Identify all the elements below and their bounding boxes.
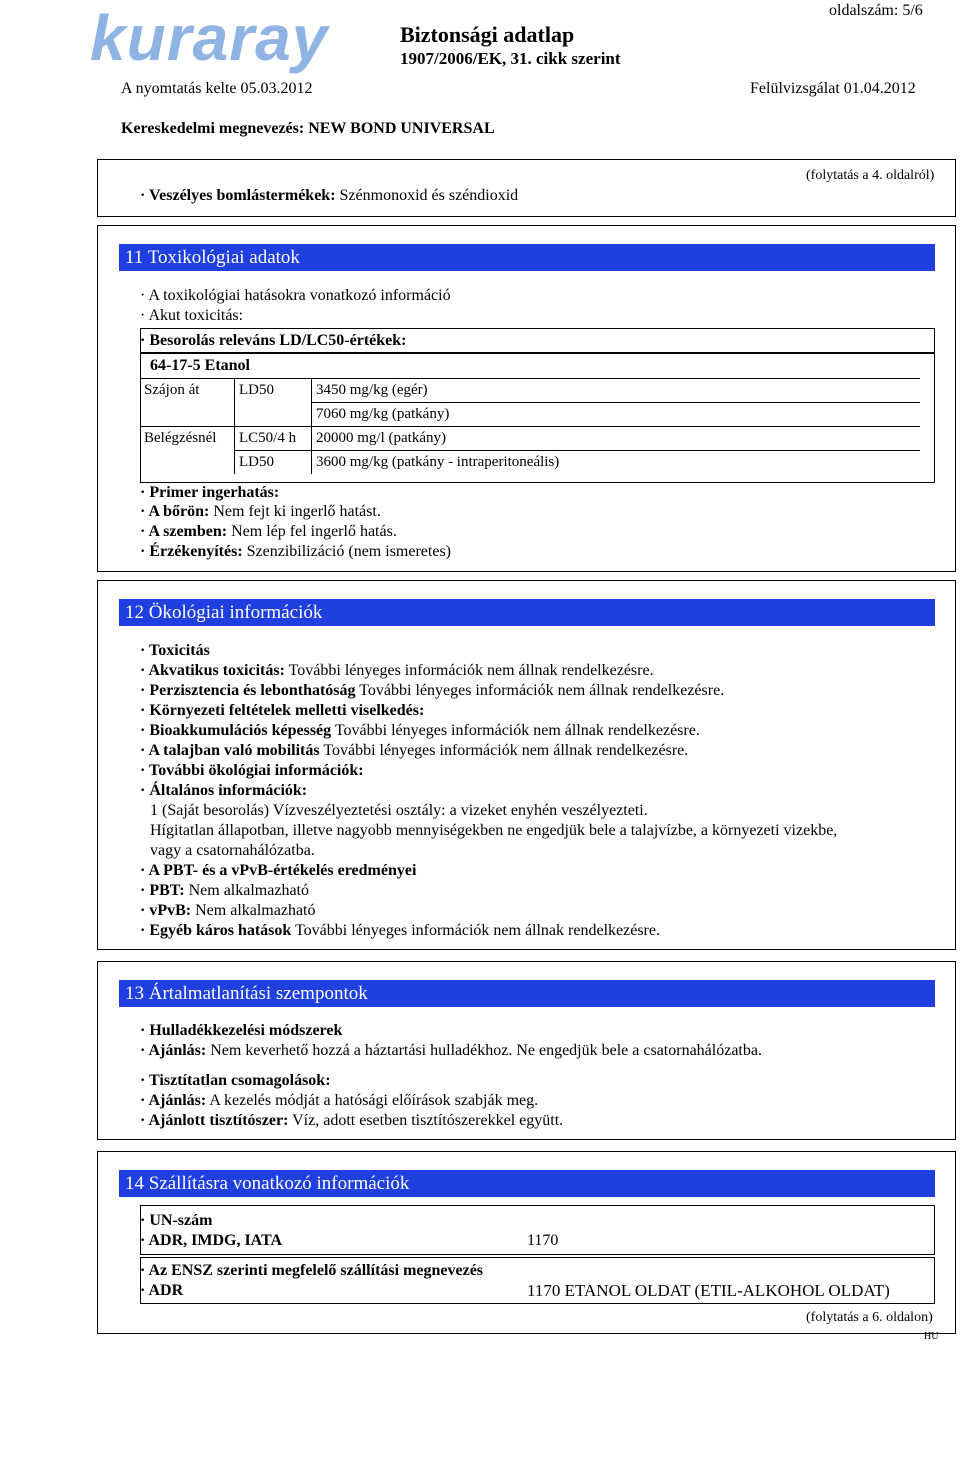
document-title: Biztonsági adatlap xyxy=(400,22,575,47)
decomposition-line xyxy=(140,186,518,206)
section13-title: 13 Ártalmatlanítási szempontok xyxy=(119,980,935,1007)
vpvb-label: · vPvB: xyxy=(140,902,192,919)
acute-toxicity-label: · Akut toxicitás: xyxy=(140,307,244,324)
continuation-bottom: (folytatás a 6. oldalon) xyxy=(806,1310,933,1325)
eye-value: Nem lép fel ingerlő hatás. xyxy=(231,523,397,540)
route-cell xyxy=(140,451,235,475)
route-cell: Szájon át xyxy=(140,379,235,403)
tox-info: · A toxikológiai hatásokra vonatkozó információ xyxy=(140,287,451,304)
recommendation1-line xyxy=(140,1041,762,1061)
type-cell: LD50 xyxy=(235,379,312,403)
value-cell: 7060 mg/kg (patkány) xyxy=(312,403,921,427)
print-date: A nyomtatás kelte 05.03.2012 xyxy=(121,80,313,97)
adr-imdg-iata-label: · ADR, IMDG, IATA xyxy=(140,1232,283,1249)
table-row xyxy=(140,427,920,451)
bioaccumulation-value: További lényeges információk nem állnak rendelkezésre. xyxy=(334,722,700,739)
persistence-label: · Perzisztencia és lebonthatóság xyxy=(140,682,356,699)
aquatic-line xyxy=(140,661,654,681)
primary-irritation-label: · Primer ingerhatás: xyxy=(140,484,280,501)
adr-imdg-iata-value: 1170 xyxy=(527,1232,559,1249)
sensitization-value: Szenzibilizáció (nem ismeretes) xyxy=(246,543,451,560)
recommendation1-label: · Ajánlás: xyxy=(140,1042,207,1059)
adr-label: · ADR xyxy=(140,1282,184,1299)
type-cell: LD50 xyxy=(235,451,312,475)
mobility-label: · A talajban való mobilitás xyxy=(140,742,320,759)
table-row xyxy=(140,403,920,427)
aquatic-label: · Akvatikus toxicitás: xyxy=(140,662,285,679)
value-cell: 3450 mg/kg (egér) xyxy=(312,379,921,403)
recommendation2-line xyxy=(140,1091,538,1111)
skin-value: Nem fejt ki ingerlő hatást. xyxy=(213,503,381,520)
document-subtitle: 1907/2006/EK, 31. cikk szerint xyxy=(400,49,621,68)
eye-label: · A szemben: xyxy=(140,523,228,540)
persistence-line xyxy=(140,681,724,701)
language-code: HU xyxy=(924,1331,939,1342)
mobility-line xyxy=(140,741,688,761)
recommendation2-value: A kezelés módját a hatósági előírások szabják meg. xyxy=(209,1092,539,1109)
sensitization-label: · Érzékenyítés: xyxy=(140,543,243,560)
decomposition-label: · Veszélyes bomlástermékek: xyxy=(140,187,336,204)
section14-title: 14 Szállításra vonatkozó információk xyxy=(119,1170,935,1197)
table-row xyxy=(140,379,920,403)
cleaner-line xyxy=(140,1111,563,1131)
general-info-line2: Hígitatlan állapotban, illetve nagyobb mennyiségekben ne engedjük bele a talajvízbe, a környezeti vizekbe, xyxy=(150,822,838,839)
mobility-value: További lényeges információk nem állnak rendelkezésre. xyxy=(323,742,689,759)
bioaccumulation-label: · Bioakkumulációs képesség xyxy=(140,722,332,739)
further-eco-label: · További ökológiai információk: xyxy=(140,762,364,779)
value-cell: 3600 mg/kg (patkány - intraperitoneális) xyxy=(312,451,921,475)
vpvb-line xyxy=(140,901,316,921)
sensitization-line xyxy=(140,542,451,562)
trade-name-label: Kereskedelmi megnevezés: xyxy=(121,120,305,137)
kuraray-logo: kuraray xyxy=(90,2,329,74)
revision-date: Felülvizsgálat 01.04.2012 xyxy=(750,80,916,97)
page-number: oldalszám: 5/6 xyxy=(829,2,923,19)
waste-methods-label: · Hulladékkezelési módszerek xyxy=(140,1022,343,1039)
value-cell: 20000 mg/l (patkány) xyxy=(312,427,921,451)
pbt-line xyxy=(140,881,309,901)
bioaccumulation-line xyxy=(140,721,700,741)
aquatic-value: További lényeges információk nem állnak rendelkezésre. xyxy=(288,662,654,679)
pbt-value: Nem alkalmazható xyxy=(188,882,309,899)
recommendation2-label: · Ajánlás: xyxy=(140,1092,207,1109)
general-info-label: · Általános információk: xyxy=(140,782,308,799)
cleaner-label: · Ajánlott tisztítószer: xyxy=(140,1112,289,1129)
route-cell xyxy=(140,403,235,427)
other-effects-label: · Egyéb káros hatások xyxy=(140,922,292,939)
general-info-line3: vagy a csatornahálózatba. xyxy=(150,842,315,859)
type-cell xyxy=(235,403,312,427)
pbt-label: · PBT: xyxy=(140,882,185,899)
continuation-top: (folytatás a 4. oldalról) xyxy=(806,168,935,183)
environment-label: · Környezeti feltételek melletti viselkedés: xyxy=(140,702,425,719)
ld-lc50-table xyxy=(140,378,920,474)
skin-line xyxy=(140,502,381,522)
adr-value: 1170 ETANOL OLDAT (ETIL-ALKOHOL OLDAT) xyxy=(527,1281,890,1300)
decomposition-value: Szénmonoxid és széndioxid xyxy=(339,187,519,204)
recommendation1-value: Nem keverhető hozzá a háztartási hulladékhoz. Ne engedjük bele a csatornahálózatba. xyxy=(210,1042,762,1059)
route-cell: Belégzésnél xyxy=(140,427,235,451)
shipping-name-label: · Az ENSZ szerinti megfelelő szállítási megnevezés xyxy=(140,1262,484,1279)
section12-title: 12 Ökológiai információk xyxy=(119,599,935,626)
eye-line xyxy=(140,522,397,542)
type-cell: LC50/4 h xyxy=(235,427,312,451)
vpvb-value: Nem alkalmazható xyxy=(195,902,316,919)
trade-name xyxy=(121,120,495,138)
persistence-value: További lényeges információk nem állnak rendelkezésre. xyxy=(359,682,725,699)
cleaner-value: Víz, adott esetben tisztítószerekkel együtt. xyxy=(292,1112,564,1129)
skin-label: · A bőrön: xyxy=(140,503,210,520)
general-info-line1: 1 (Saját besorolás) Vízveszélyeztetési osztály: a vizeket enyhén veszélyezteti. xyxy=(150,802,648,819)
table-row xyxy=(140,451,920,475)
other-effects-value: További lényeges információk nem állnak rendelkezésre. xyxy=(295,922,660,939)
other-effects-line xyxy=(140,921,660,941)
pbt-results-label: · A PBT- és a vPvB-értékelés eredményei xyxy=(140,862,417,879)
un-number-label: · UN-szám xyxy=(140,1212,213,1229)
substance-name: 64-17-5 Etanol xyxy=(150,357,250,374)
classification-label: · Besorolás releváns LD/LC50-értékek: xyxy=(140,332,407,349)
trade-name-value: NEW BOND UNIVERSAL xyxy=(308,120,495,137)
packaging-label: · Tisztítatlan csomagolások: xyxy=(140,1072,331,1089)
section11-title: 11 Toxikológiai adatok xyxy=(119,244,935,271)
toxicity-label: · Toxicitás xyxy=(140,642,210,659)
